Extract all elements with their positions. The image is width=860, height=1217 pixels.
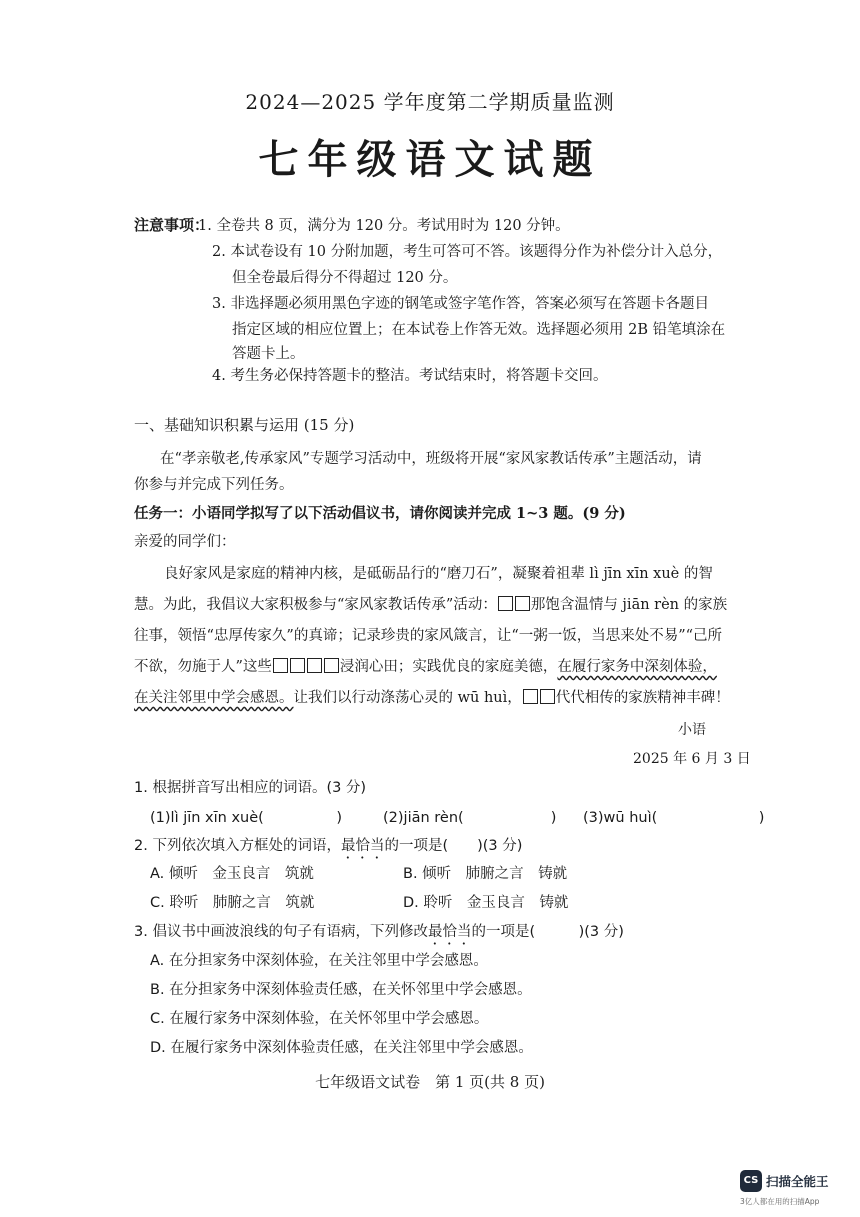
letter-text: 浸润心田；实践优良的家庭美德， (339, 659, 558, 675)
note-2: 2. 本试卷设有 10 分附加题，考生可答可不答。该题得分作为补偿分计入总分， (212, 244, 723, 260)
scanner-app-name: 扫描全能王 (766, 1174, 829, 1189)
wavy-underlined-sentence: 在关注邻里中学会感恩。 (134, 690, 294, 706)
scanner-logo-icon: CS (740, 1170, 762, 1192)
task-heading: 任务一：小语同学拟写了以下活动倡议书，请你阅读并完成 1~3 题。(9 分) (134, 505, 626, 522)
section-intro-cont: 你参与并完成下列任务。 (134, 477, 294, 493)
note-3-cont: 指定区域的相应位置上；在本试卷上作答无效。选择题必须用 2B 铅笔填涂在 (232, 322, 726, 338)
wavy-underlined-sentence: 在履行家务中深刻体验， (557, 659, 717, 675)
section-heading: 一、基础知识积累与运用 (15 分) (134, 416, 355, 434)
question-text: 3. 倡议书中画波浪线的句子有语病，下列修改 (134, 924, 428, 940)
question-1: 1. 根据拼音写出相应的词语。(3 分) (134, 780, 367, 796)
question-3-option-a: A. 在分担家务中深刻体验，在关注邻里中学会感恩。 (150, 953, 488, 969)
notes-label: 注意事项： (134, 216, 210, 234)
blank-box (540, 689, 555, 704)
blank-box (307, 658, 322, 673)
blank-box (498, 596, 513, 611)
letter-line-4 (134, 655, 717, 676)
blank-box (515, 596, 530, 611)
letter-signature: 小语 (678, 722, 706, 738)
letter-date: 2025 年 6 月 3 日 (633, 751, 751, 767)
letter-text: 慧。为此，我倡议大家积极参与“家风家教话传承”活动： (134, 597, 497, 613)
question-1-blank-2: (2)jiān rèn( ) (383, 810, 557, 826)
question-text: 2. 下列依次填入方框处的词语， (134, 838, 341, 854)
blank-box (290, 658, 305, 673)
letter-text: 那饱含温情与 jiān rèn 的家族 (530, 597, 728, 613)
note-1: 1. 全卷共 8 页，满分为 120 分。考试用时为 120 分钟。 (198, 218, 570, 234)
note-3-cont2: 答题卡上。 (232, 346, 305, 362)
letter-line-2 (134, 593, 727, 614)
question-2-option-a: A. 倾听 金玉良言 筑就 (150, 866, 314, 882)
scanner-watermark (740, 1170, 850, 1210)
letter-greeting: 亲爱的同学们： (134, 534, 236, 550)
question-1-blank-3: (3)wū huì( ) (583, 810, 765, 826)
page-title: 七年级语文试题 (258, 136, 602, 183)
blank-box (523, 689, 538, 704)
question-2-option-b: B. 倾听 肺腑之言 铸就 (403, 866, 568, 882)
question-3-option-c: C. 在履行家务中深刻体验，在关怀邻里中学会感恩。 (150, 1011, 489, 1027)
letter-text: 代代相传的家族精神丰碑！ (555, 690, 730, 706)
question-text: 的一项是( )(3 分) (471, 924, 624, 940)
note-2-cont: 但全卷最后得分不得超过 120 分。 (232, 270, 458, 286)
question-3-option-d: D. 在履行家务中深刻体验责任感，在关注邻里中学会感恩。 (150, 1040, 533, 1056)
page-footer: 七年级语文试卷 第 1 页(共 8 页) (315, 1073, 545, 1091)
emphasized-text: 最恰当 (340, 838, 385, 854)
letter-text: 让我们以行动涤荡心灵的 wū huì， (293, 690, 522, 706)
letter-line-5 (134, 686, 730, 707)
question-3 (134, 920, 624, 948)
blank-box (324, 658, 339, 673)
emphasized-text: 最恰当 (427, 924, 472, 940)
section-intro: 在“孝亲敬老,传承家风”专题学习活动中，班级将开展“家风家教话传承”主题活动，请 (160, 451, 702, 467)
question-2 (134, 834, 522, 862)
blank-box (273, 658, 288, 673)
scanner-tagline: 3亿人都在用的扫描App (740, 1197, 820, 1206)
question-2-option-d: D. 聆听 金玉良言 铸就 (403, 895, 569, 911)
note-4: 4. 考生务必保持答题卡的整洁。考试结束时，将答题卡交回。 (212, 368, 608, 384)
letter-line-3: 往事，领悟“忠厚传家久”的真谛；记录珍贵的家风箴言，让“一粥一饭，当思来处不易”“己所 (134, 628, 723, 644)
question-1-blank-1: (1)lì jīn xīn xuè( ) (150, 810, 342, 826)
letter-line-1: 良好家风是家庭的精神内核，是砥砺品行的“磨刀石”，凝聚着祖辈 lì jīn xīn xuè 的智 (164, 566, 713, 582)
question-3-option-b: B. 在分担家务中深刻体验责任感，在关怀邻里中学会感恩。 (150, 982, 532, 998)
letter-text: 不欲，勿施于人”这些 (134, 659, 272, 675)
question-text: 的一项是( )(3 分) (384, 838, 523, 854)
exam-term-heading: 2024—2025 学年度第二学期质量监测 (245, 90, 615, 114)
question-2-option-c: C. 聆听 肺腑之言 筑就 (150, 895, 315, 911)
note-3: 3. 非选择题必须用黑色字迹的钢笔或签字笔作答，答案必须写在答题卡各题目 (212, 296, 709, 312)
